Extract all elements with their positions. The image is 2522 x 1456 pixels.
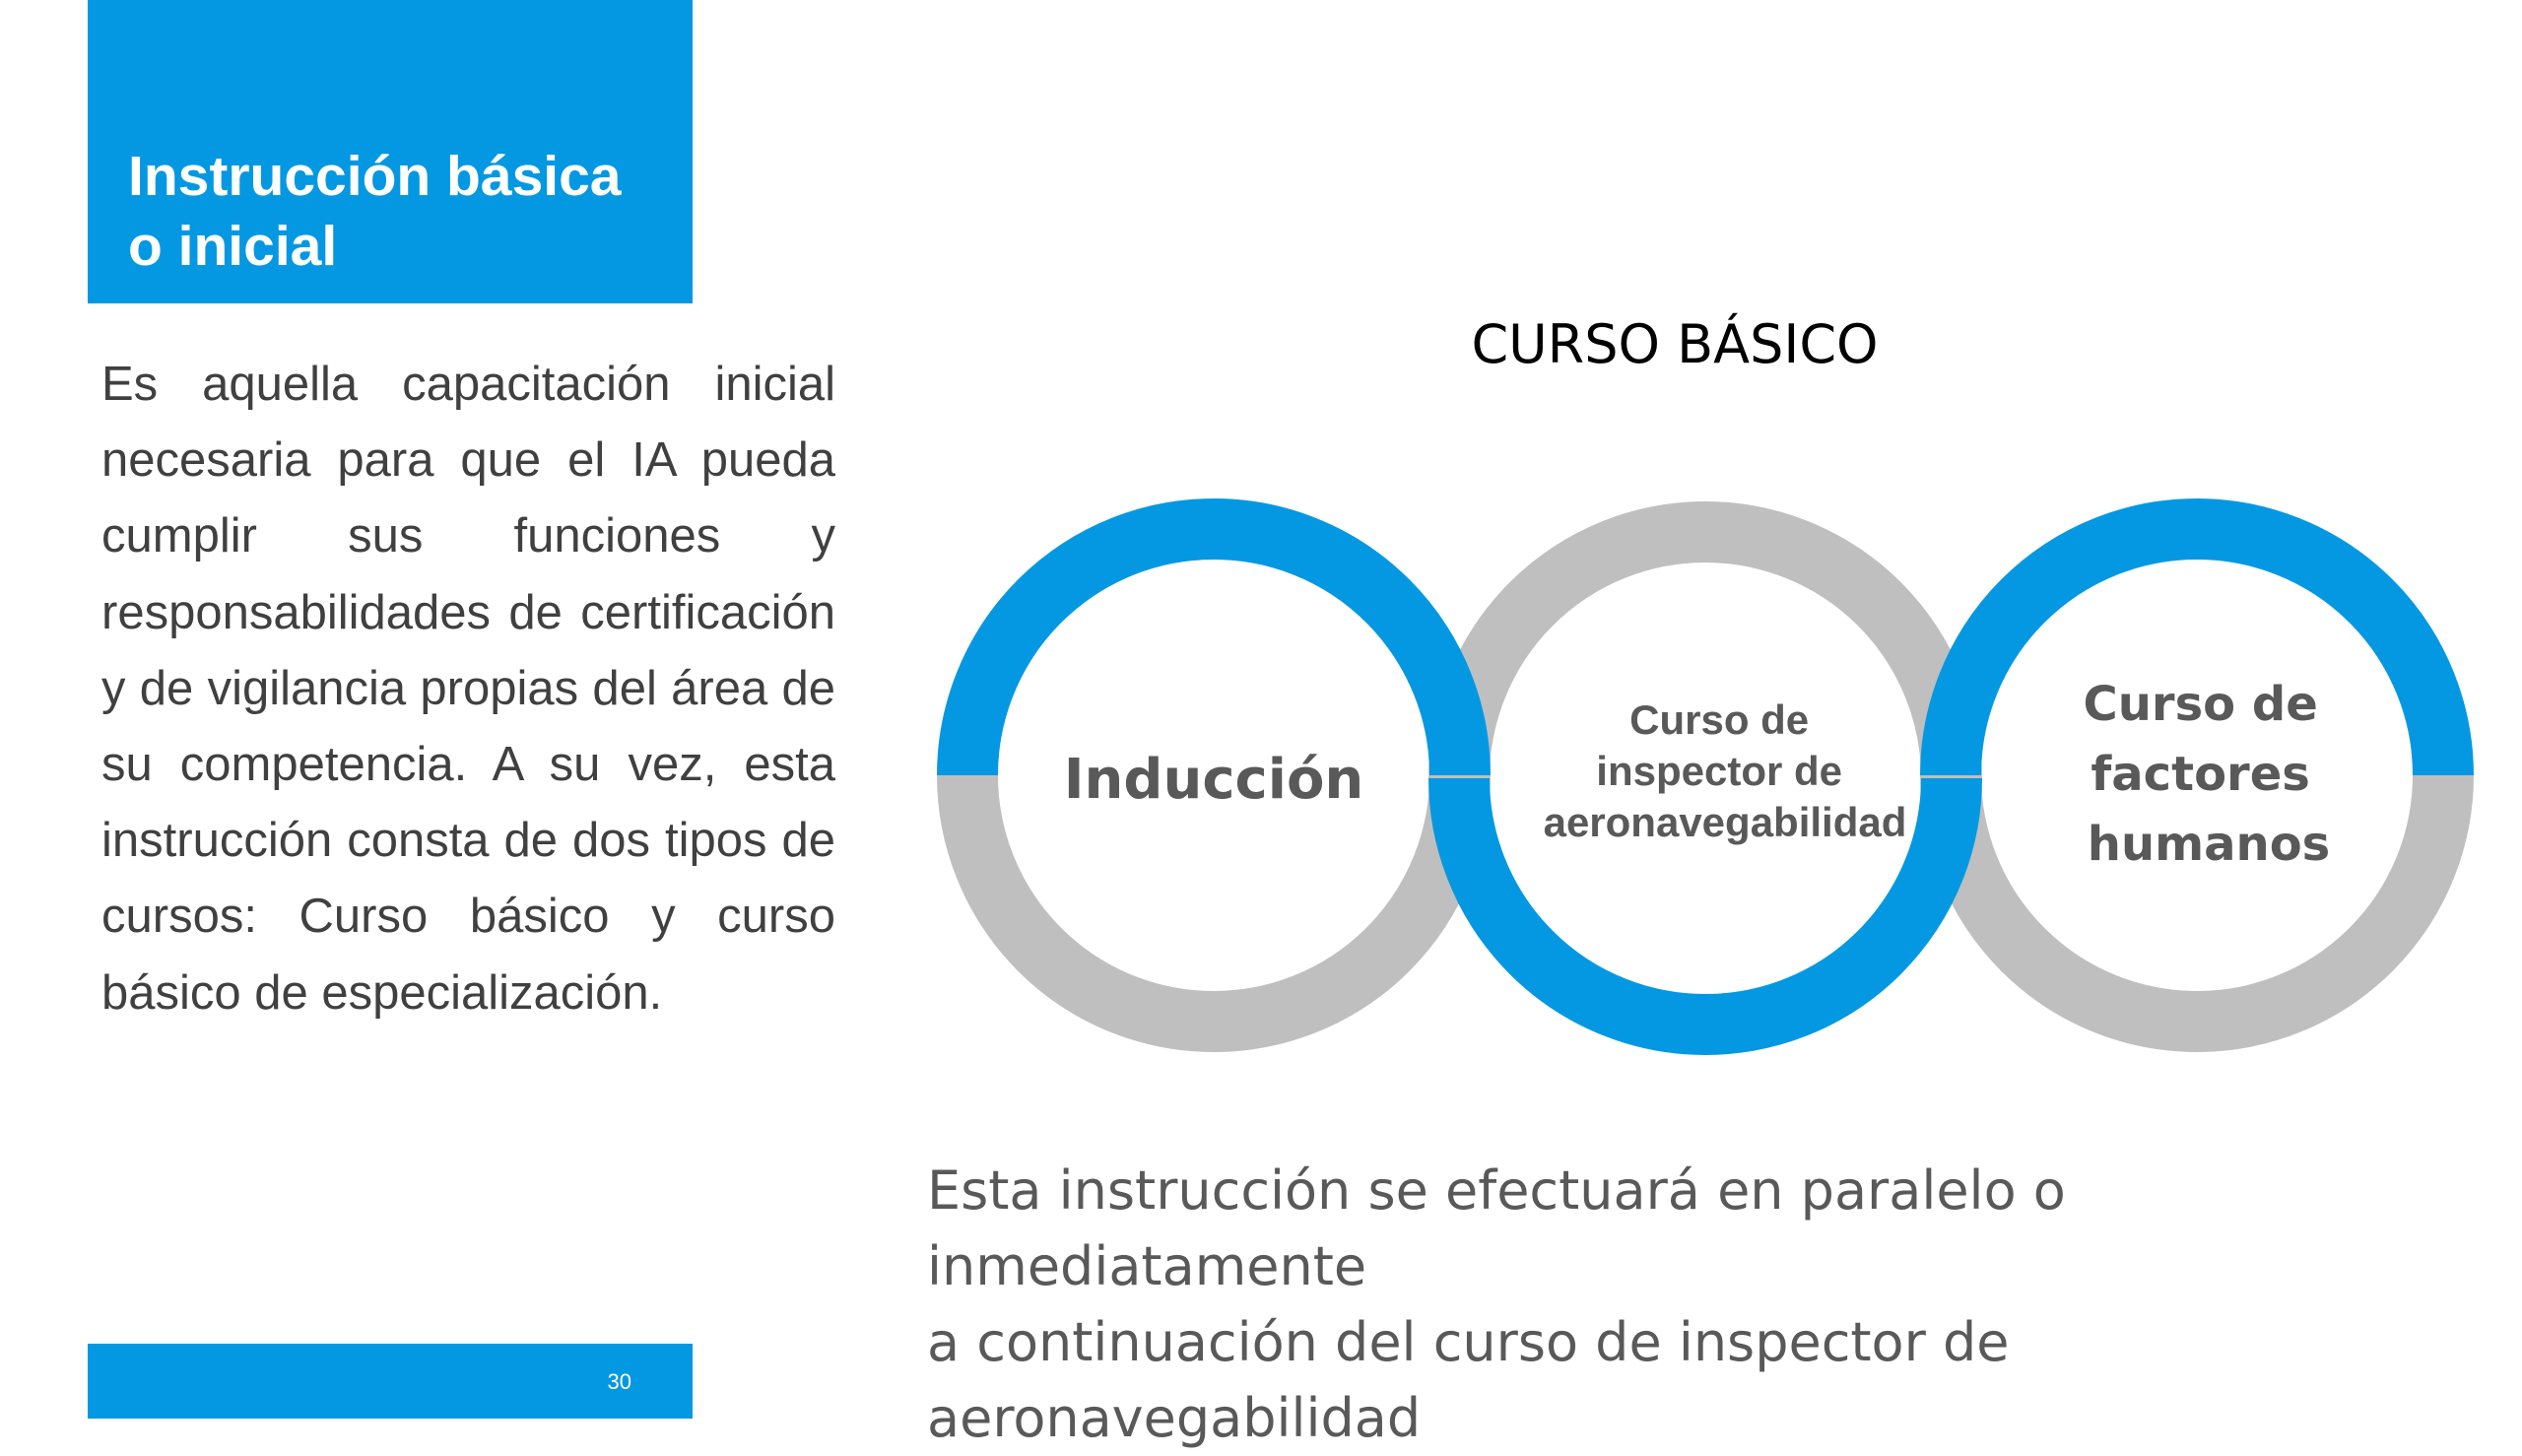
course-label-factores xyxy=(2084,677,2335,872)
section-heading: CURSO BÁSICO xyxy=(1471,313,1879,375)
description-paragraph: Es aquella capacitación inicial necesaria para que el IA pueda cumplir sus funciones y responsabilidades de certificación y de vigilancia propias del área de su competencia. A su vez, esta instrucción consta de dos tipos de cursos: Curso básico y curso básico de especialización. xyxy=(101,358,835,1020)
course-label-factores-line-3: humanos xyxy=(2087,817,2331,872)
timing-note-line-1: Esta instrucción se efectuará en paralelo o inmediatamente xyxy=(927,1159,2066,1297)
course-label-factores-line-2: factores xyxy=(2091,747,2310,802)
page-number: 30 xyxy=(607,1369,631,1394)
ring-induccion-top-arc xyxy=(967,529,1460,775)
course-label-inspector-line-1: Curso de xyxy=(1629,696,1810,743)
ring-factores-humanos xyxy=(1951,775,2443,1022)
ring-induccion xyxy=(967,775,1460,1022)
ring-factores-bottom-arc xyxy=(1951,775,2443,1022)
timing-note xyxy=(927,1153,2464,1456)
course-label-inspector xyxy=(1544,696,1907,845)
page-title-line-2: o inicial xyxy=(128,215,338,278)
course-label-inspector-line-3: aeronavegabilidad xyxy=(1543,799,1907,845)
ring-induccion-bottom-arc xyxy=(967,775,1460,1022)
course-rings-diagram xyxy=(926,473,2502,1093)
course-label-induccion-line-1: Inducción xyxy=(1063,748,1364,812)
timing-note-line-2: a continuación del curso de inspector de aeronavegabilidad xyxy=(927,1311,2010,1449)
course-label-induccion xyxy=(1064,748,1364,812)
page-title-line-1: Instrucción básica xyxy=(128,145,622,208)
course-label-inspector-line-2: inspector de xyxy=(1596,748,1843,794)
title-banner xyxy=(88,0,693,303)
course-label-factores-line-1: Curso de xyxy=(2083,677,2318,732)
footer-bar xyxy=(88,1344,693,1419)
ring-factores-top-arc xyxy=(1951,529,2443,775)
page-title xyxy=(128,142,673,282)
